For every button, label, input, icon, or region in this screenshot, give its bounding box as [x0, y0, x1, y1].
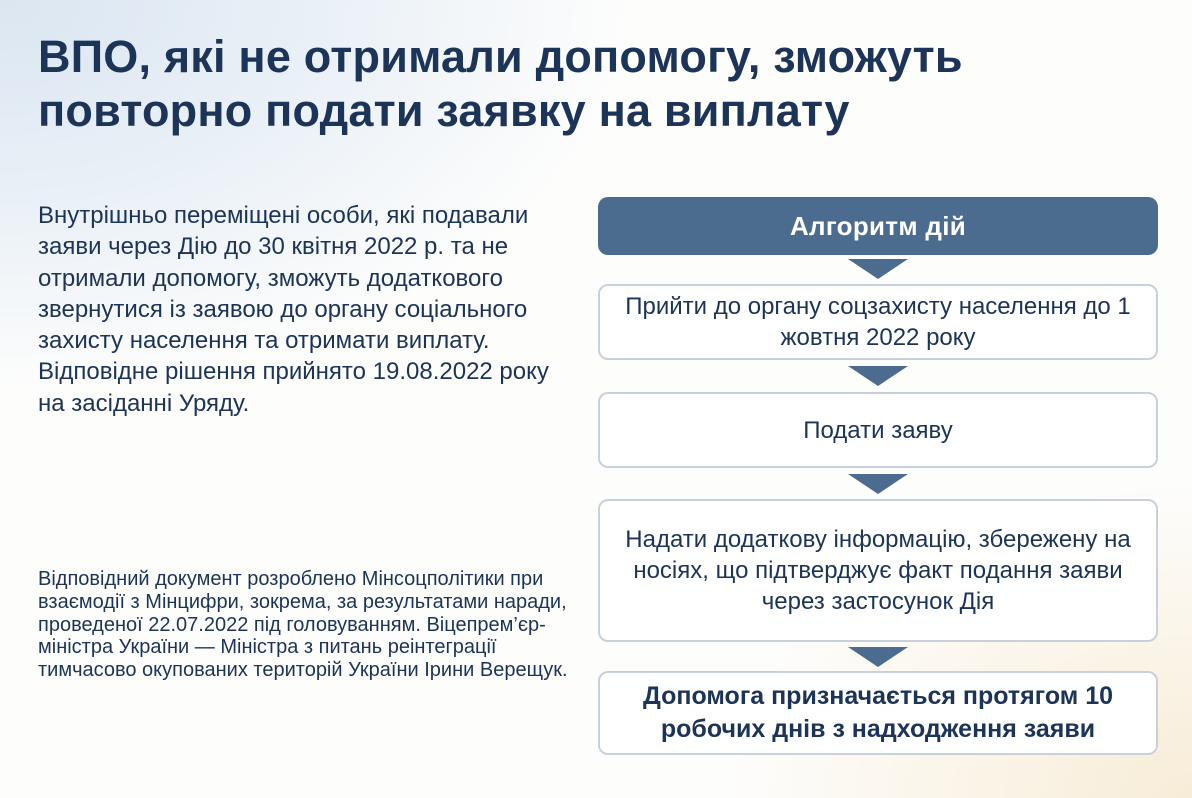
arrow-down-icon [848, 366, 908, 386]
step-submit-application: Подати заяву [598, 392, 1158, 468]
intro-paragraph: Внутрішньо переміщені особи, які подавали заяви через Дію до 30 квітня 2022 р. та не отримали допомогу, зможуть додаткового звернутися із заявою до органу соціального захисту населення та отримати виплату. Відповідне рішення прийнято 19.08.2022 року на засіданні Уряду. [38, 202, 549, 417]
arrow-down-icon [848, 647, 908, 667]
arrow-down-icon [848, 474, 908, 494]
step-provide-info: Надати додаткову інформацію, збережену на носіях, що підтверджує факт подання заяви через застосунок Дія [598, 499, 1158, 642]
algorithm-header: Алгоритм дій [598, 197, 1158, 255]
step-visit-social-protection: Прийти до органу соцзахисту населення до 1 жовтня 2022 року [598, 284, 1158, 360]
arrow-down-icon [848, 259, 908, 279]
algorithm-flowchart [598, 197, 1158, 787]
step-result: Допомога призначається протягом 10 робочих днів з надходження заяви [598, 671, 1158, 755]
page-title: ВПО, які не отримали допомогу, зможуть повторно подати заявку на виплату [38, 31, 963, 136]
source-note: Відповідний документ розроблено Мінсоцполітики при взаємодії з Мінцифри, зокрема, за результатами наради, проведеної 22.07.2022 під головуванням. Віцепрем’єр-міністра України — Міністра з питань реінтеграції тимчасово окупованих територій України Ірини Верещук. [38, 568, 568, 682]
